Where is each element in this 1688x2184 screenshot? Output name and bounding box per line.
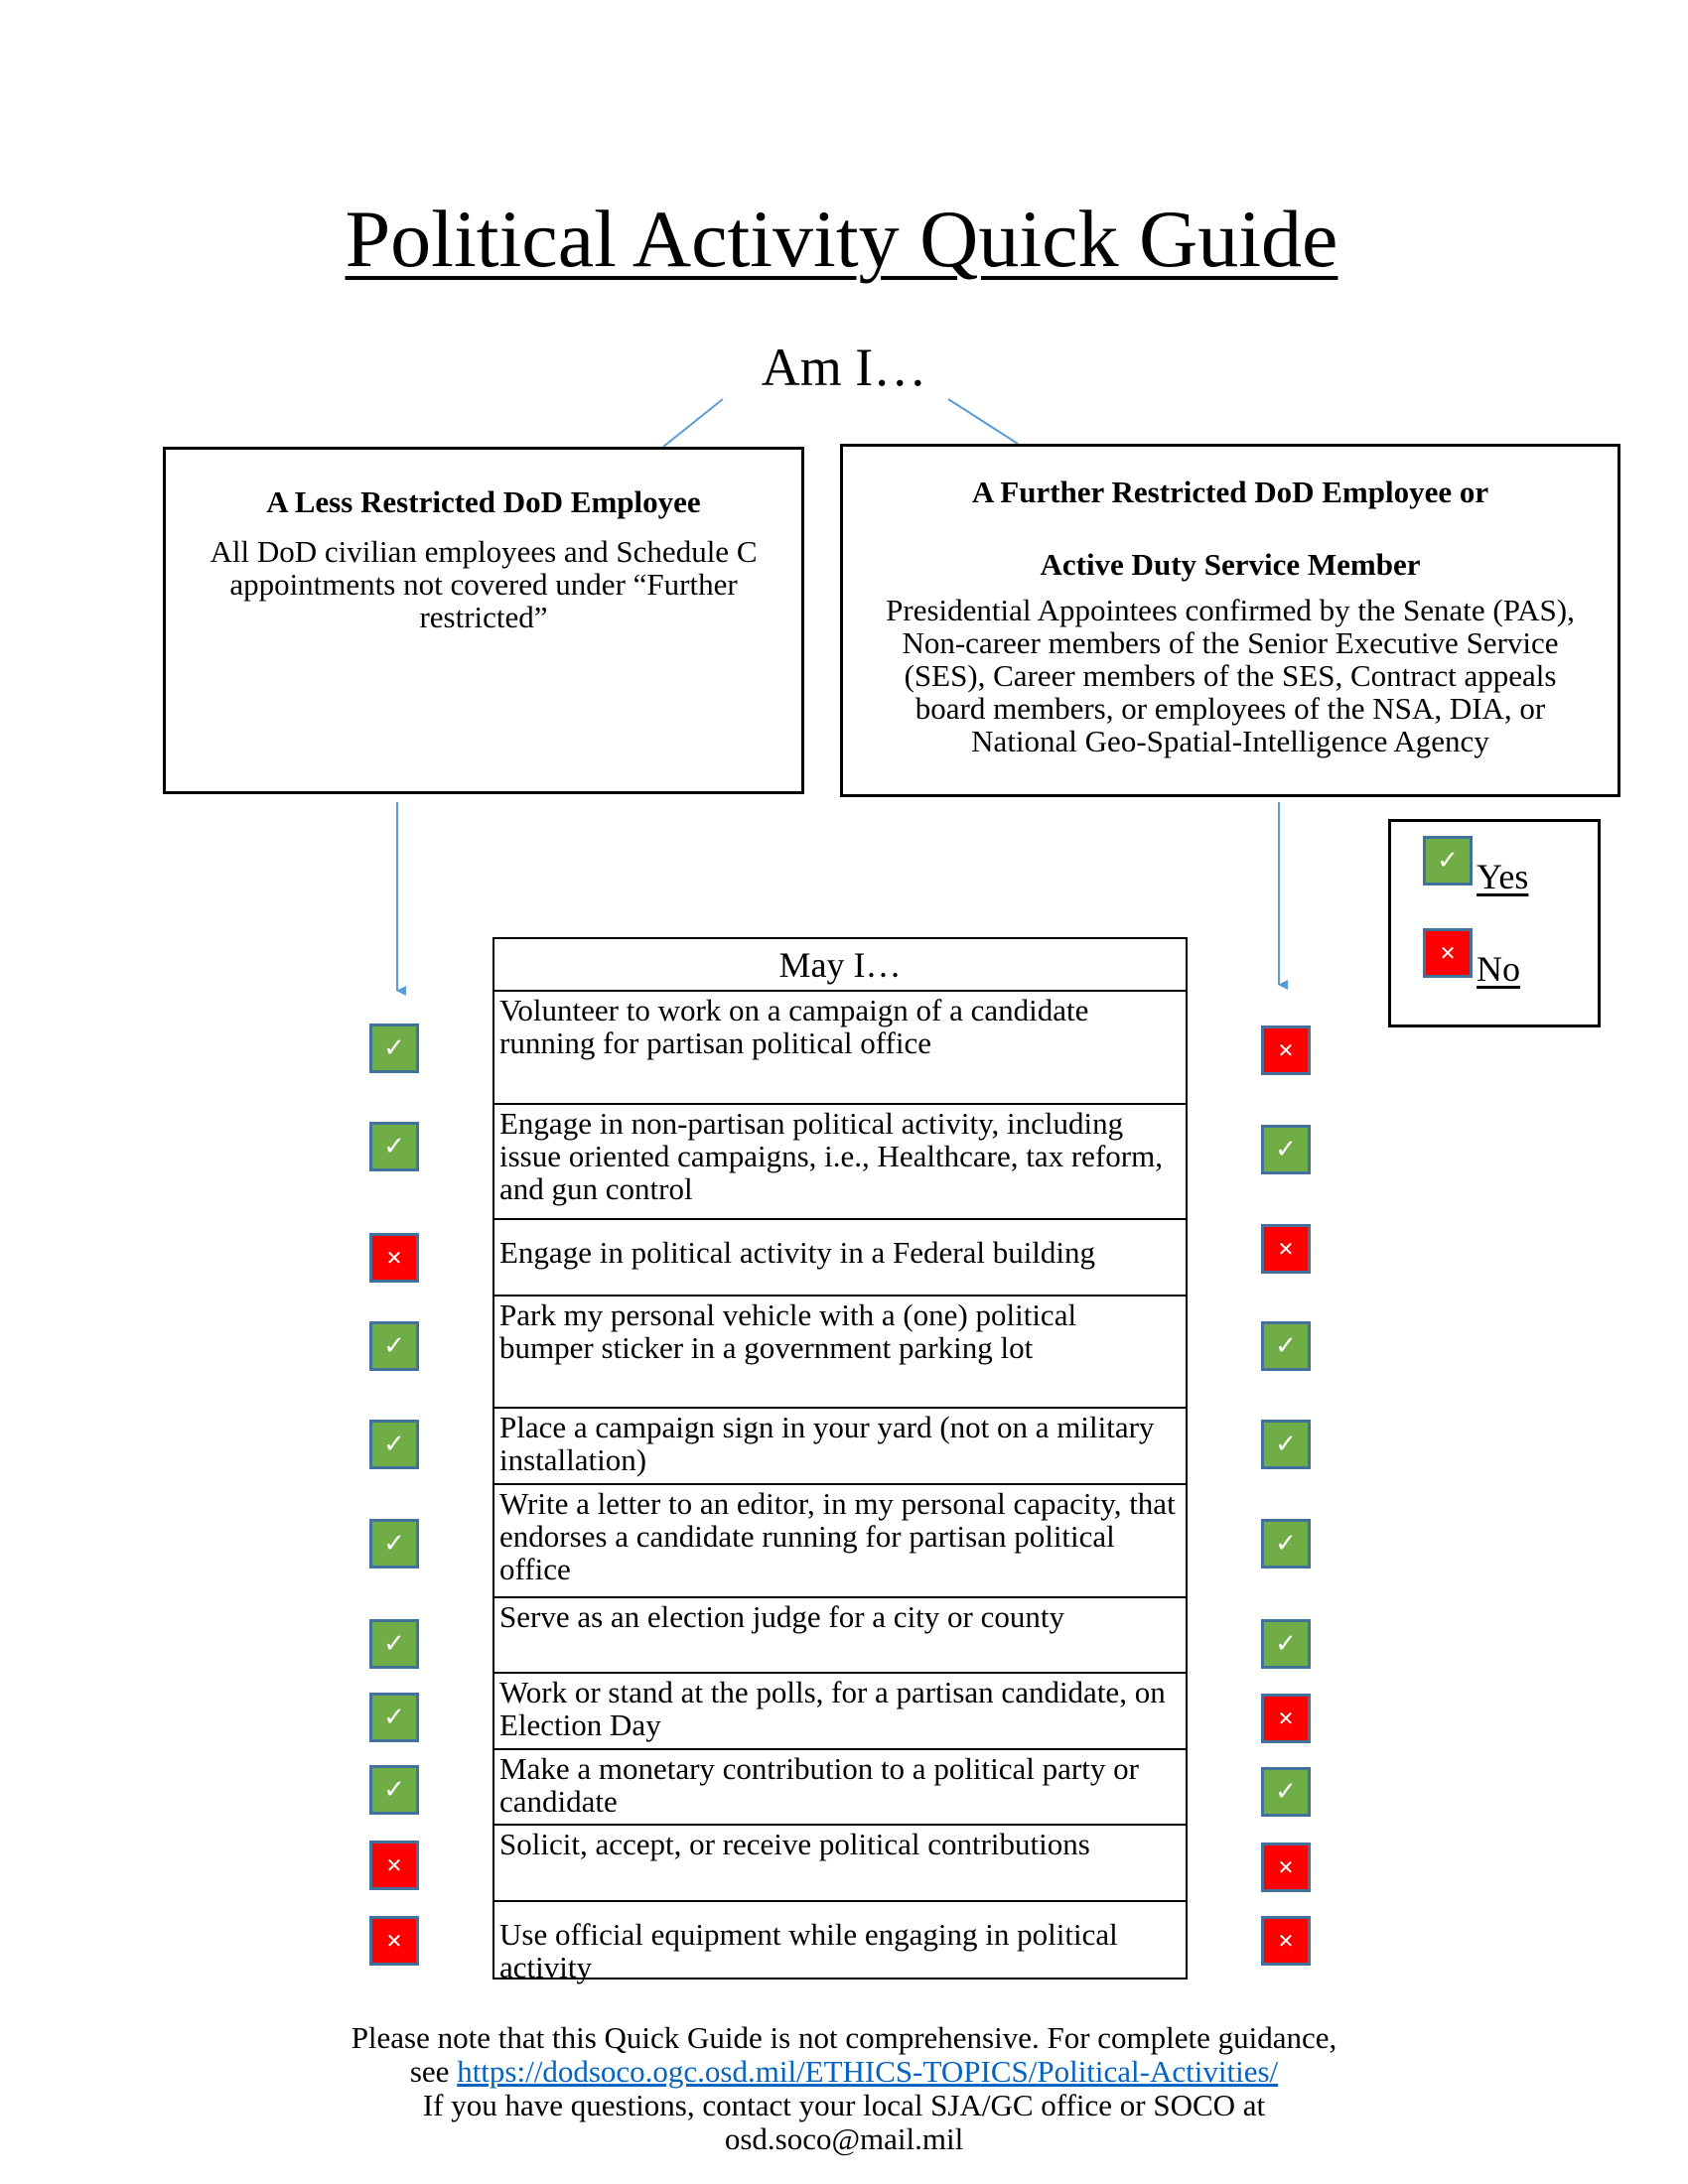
- table-body: [492, 992, 1188, 1984]
- legend-yes-label: Yes: [1477, 857, 1529, 896]
- x-mark-icon: ✕: [369, 1841, 419, 1890]
- check-mark-icon: ✓: [1261, 1619, 1311, 1669]
- table-row: [492, 1297, 1188, 1409]
- activity-text: Volunteer to work on a campaign of a candidate running for partisan political office: [499, 993, 1089, 1060]
- check-mark-icon: ✓: [1261, 1125, 1311, 1174]
- connector-right: [948, 399, 1018, 444]
- check-mark-icon: ✓: [369, 1122, 419, 1171]
- table-row: [492, 1220, 1188, 1297]
- check-mark-icon: ✓: [1261, 1767, 1311, 1817]
- check-mark-icon: ✓: [369, 1321, 419, 1371]
- table-header: May I…: [492, 937, 1188, 992]
- check-mark-icon: ✓: [1261, 1321, 1311, 1371]
- guidance-link[interactable]: https://dodsoco.ogc.osd.mil/ETHICS-TOPICS/Political-Activities/: [457, 2054, 1279, 2089]
- check-mark-icon: ✓: [1261, 1420, 1311, 1469]
- x-mark-icon: ✕: [1261, 1843, 1311, 1892]
- less-restricted-heading: A Less Restricted DoD Employee: [266, 484, 701, 519]
- legend-no-label: No: [1477, 949, 1520, 989]
- check-mark-icon: ✓: [369, 1693, 419, 1742]
- legend-no: [1423, 928, 1520, 990]
- table-row: [492, 992, 1188, 1105]
- further-restricted-heading-line2: Active Duty Service Member: [1040, 547, 1421, 582]
- footer-line2-prefix: see: [409, 2054, 458, 2089]
- activity-text: Solicit, accept, or receive political contributions: [499, 1827, 1090, 1861]
- table-row: [492, 1674, 1188, 1750]
- footer-note: [199, 2021, 1489, 2156]
- further-restricted-box: [840, 444, 1620, 797]
- table-row: [492, 1485, 1188, 1598]
- table-row: [492, 1750, 1188, 1826]
- activity-text: Engage in non-partisan political activity, including issue oriented campaigns, i.e., Healthcare, tax reform, and gun control: [499, 1106, 1163, 1206]
- activity-text: Park my personal vehicle with a (one) political bumper sticker in a government parking lot: [499, 1297, 1077, 1365]
- check-mark-icon: ✓: [1261, 1519, 1311, 1569]
- footer-email: osd.soco@mail.mil: [724, 2121, 964, 2156]
- activity-text: Use official equipment while engaging in political activity: [499, 1917, 1118, 1984]
- check-mark-icon: ✓: [369, 1024, 419, 1073]
- check-mark-icon: ✓: [1423, 836, 1473, 886]
- activity-text: Make a monetary contribution to a political party or candidate: [499, 1751, 1139, 1819]
- activity-text: Place a campaign sign in your yard (not on a military installation): [499, 1410, 1155, 1477]
- table-row: [492, 1826, 1188, 1902]
- footer-line1: Please note that this Quick Guide is not comprehensive. For complete guidance,: [351, 2020, 1337, 2055]
- activity-text: Engage in political activity in a Federal building: [499, 1235, 1096, 1270]
- check-mark-icon: ✓: [369, 1619, 419, 1669]
- x-mark-icon: ✕: [369, 1916, 419, 1966]
- footer-line2: [199, 2055, 1489, 2089]
- activity-text: Serve as an election judge for a city or county: [499, 1599, 1064, 1634]
- check-mark-icon: ✓: [369, 1765, 419, 1815]
- table-row: [492, 1598, 1188, 1674]
- further-restricted-heading-line1: A Further Restricted DoD Employee or: [971, 475, 1489, 509]
- activity-table: [492, 937, 1188, 1984]
- x-mark-icon: ✕: [1261, 1025, 1311, 1075]
- x-mark-icon: ✕: [1423, 928, 1473, 978]
- legend-yes: [1423, 836, 1528, 897]
- footer-line3: If you have questions, contact your local SJA/GC office or SOCO at: [422, 2088, 1266, 2122]
- am-i-prompt: Am I…: [761, 338, 927, 397]
- check-mark-icon: ✓: [369, 1519, 419, 1569]
- page-title: Political Activity Quick Guide: [345, 194, 1338, 284]
- table-row: [492, 1105, 1188, 1220]
- x-mark-icon: ✕: [1261, 1224, 1311, 1274]
- less-restricted-description: All DoD civilian employees and Schedule C appointments not covered under “Further restricted”: [210, 534, 758, 634]
- x-mark-icon: ✕: [369, 1233, 419, 1283]
- table-row: [492, 1902, 1188, 1984]
- activity-text: Write a letter to an editor, in my personal capacity, that endorses a candidate running for partisan political office: [499, 1486, 1176, 1586]
- activity-text: Work or stand at the polls, for a partisan candidate, on Election Day: [499, 1675, 1166, 1742]
- x-mark-icon: ✕: [1261, 1694, 1311, 1743]
- x-mark-icon: ✕: [1261, 1916, 1311, 1966]
- check-mark-icon: ✓: [369, 1420, 419, 1469]
- table-row: [492, 1409, 1188, 1485]
- legend: [1388, 819, 1601, 1027]
- further-restricted-description: Presidential Appointees confirmed by the Senate (PAS), Non-career members of the Senior Executive Service (SES), Career members of the SES, Contract appeals board members, or employees of the NSA, DIA, or National Geo-Spatial-Intelligence Agency: [886, 593, 1575, 758]
- less-restricted-box: [163, 447, 804, 794]
- connector-left: [663, 399, 723, 447]
